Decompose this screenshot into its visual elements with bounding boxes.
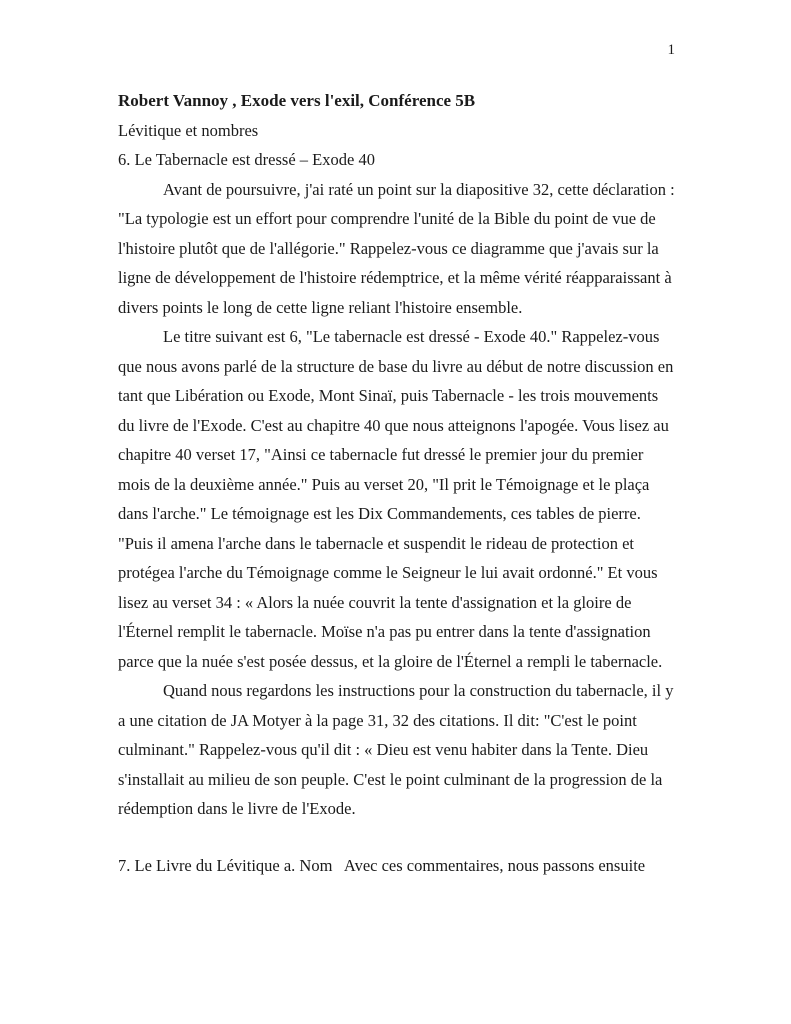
body-paragraph-2: Le titre suivant est 6, "Le tabernacle est dressé - Exode 40." Rappelez-vous que nous avons parlé de la structure de base du livre au début de notre discussion en tant que Libération ou Exode, Mont Sinaï, puis Tabernacle - les trois mouvements du livre de l'Exode. C'est au chapitre 40 que nous atteignons l'apogée. Vous lisez au chapitre 40 verset 17, "Ainsi ce tabernacle fut dressé le premier jour du premier mois de la deuxième année." Puis au verset 20, "Il prit le Témoignage et le plaça dans l'arche." Le témoignage est les Dix Commandements, ces tables de pierre. "Puis il amena l'arche dans le tabernacle et suspendit le rideau de protection et protégea l'arche du Témoignage comme le Seigneur le lui avait ordonné." Et vous lisez au verset 34 : « Alors la nuée couvrit la tente d'assignation et la gloire de l'Éternel remplit le tabernacle. Moïse n'a pas pu entrer dans la tente d'assignation parce que la nuée s'est posée dessus, et la gloire de l'Éternel a rempli le tabernacle.: [118, 327, 674, 671]
body-paragraph-3: Quand nous regardons les instructions pour la construction du tabernacle, il y a une citation de JA Motyer à la page 31, 32 des citations. Il dit: "C'est le point culminant." Rappelez-vous qu'il dit : « Dieu est venu habiter dans la Tente. Dieu s'installait au milieu de son peuple. C'est le point culminant de la progression de la rédemption dans le livre de l'Exode.: [118, 681, 674, 818]
section-heading-tabernacle: 6. Le Tabernacle est dressé – Exode 40: [118, 150, 375, 169]
document-title: Robert Vannoy , Exode vers l'exil, Conférence 5B: [118, 91, 476, 110]
section-heading-levitique: 7. Le Livre du Lévitique a. Nom Avec ces commentaires, nous passons ensuite: [118, 855, 646, 875]
body-paragraph-1: Avant de poursuivre, j'ai raté un point sur la diapositive 32, cette déclaration : "La typologie est un effort pour comprendre l'unité de la Bible du point de vue de l'histoire plutôt que de l'allégorie." Rappelez-vous ce diagramme que j'avais sur la ligne de développement de l'histoire rédemptrice, et la même vérité réapparaissant à divers points le long de cette ligne reliant l'histoire ensemble.: [118, 179, 675, 317]
page-number: 1: [667, 42, 675, 58]
document-subtitle: Lévitique et nombres: [118, 120, 259, 140]
document-content: [118, 86, 675, 880]
